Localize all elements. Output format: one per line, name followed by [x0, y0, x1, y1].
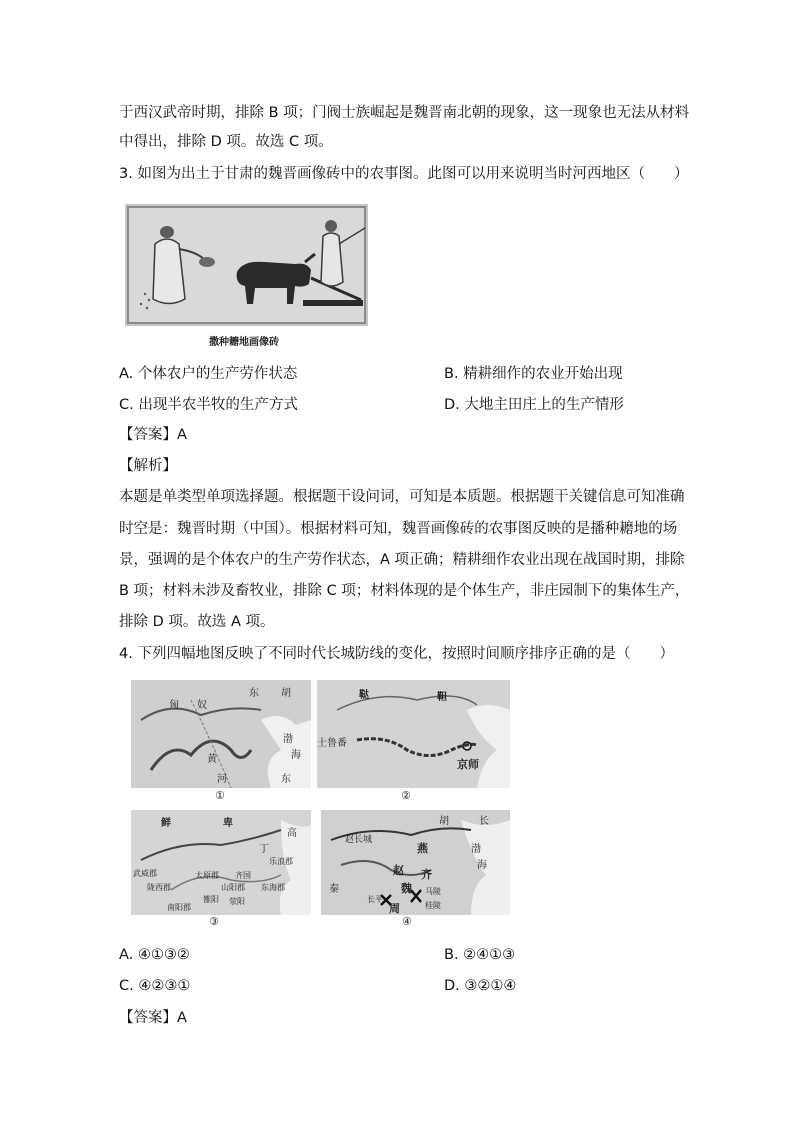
q4-map-3 [131, 810, 311, 915]
map3-label-ding: 丁 [259, 844, 269, 855]
map4-label-yan: 燕 [417, 842, 428, 855]
map4-label-qi: 齐 [421, 868, 432, 881]
q3-analysis-line-4: B 项；材料未涉及畜牧业，排除 C 项；材料体现的是个体生产，非庄园制下的集体生产， [119, 583, 690, 599]
map4-label-zhou: 周 [389, 902, 400, 915]
map4-label-bo: 渤 [471, 844, 481, 855]
map4-label-chang: 长 [479, 816, 489, 827]
map1-label-hai: 海 [291, 750, 301, 761]
map4-label-changping: 长平 [367, 895, 383, 904]
map1-label-nu: 奴 [197, 700, 207, 711]
map3-number: ③ [209, 915, 219, 928]
q3-image-caption: 撒种耱地画像砖 [209, 337, 279, 348]
map4-label-hu: 胡 [439, 816, 449, 827]
map3-label-xingyang: 荥阳 [229, 897, 245, 906]
map3-label-bei: 卑 [223, 818, 233, 829]
map3-label-wuwei: 武威郡 [133, 869, 157, 878]
map3-label-shanyang: 山阳郡 [221, 883, 245, 892]
q3-brick-image [125, 204, 368, 326]
q4-option-c: C. ④②③① [119, 978, 191, 994]
q3-analysis-line-5: 排除 D 项。故选 A 项。 [119, 614, 275, 630]
map2-label-tulufan: 土鲁番 [317, 738, 347, 749]
map4-label-guiling: 桂陵 [425, 901, 441, 910]
q4-map-1 [131, 680, 311, 788]
prev-explanation-line-2: 中得出，排除 D 项。故选 C 项。 [119, 134, 333, 150]
q4-map-2 [317, 680, 510, 788]
map4-label-qin: 秦 [329, 884, 339, 895]
q4-answer: 【答案】A [119, 1010, 187, 1026]
map4-label-hai: 海 [477, 860, 487, 871]
map3-label-qiguo: 齐国 [235, 871, 251, 880]
q4-option-a: A. ④①③② [119, 947, 190, 963]
q3-option-a: A. 个体农户的生产劳作状态 [119, 366, 298, 382]
map4-number: ④ [402, 915, 412, 928]
map3-label-xian: 鲜 [161, 818, 171, 829]
q3-stem: 3. 如图为出土于甘肃的魏晋画像砖中的农事图。此图可以用来说明当时河西地区（ ） [119, 166, 689, 182]
q4-stem: 4. 下列四幅地图反映了不同时代长城防线的变化，按照时间顺序排序正确的是（ ） [119, 646, 674, 662]
q3-analysis-line-2: 时空是：魏晋时期（中国）。根据材料可知，魏晋画像砖的农事图反映的是播种耱地的场 [119, 521, 678, 537]
map3-label-longxi: 陇西郡 [147, 883, 171, 892]
q4-option-b: B. ②④①③ [444, 947, 516, 963]
map4-label-zhao-changcheng: 赵长城 [345, 835, 373, 845]
map1-label-xiong: 匈 [169, 700, 179, 711]
q3-analysis-heading: 【解析】 [119, 458, 177, 474]
map3-label-gao: 高 [287, 828, 297, 839]
map1-label-dong2: 东 [281, 774, 291, 785]
map4-label-wei: 魏 [401, 882, 412, 895]
q3-option-b: B. 精耕细作的农业开始出现 [444, 366, 623, 382]
map4-label-maling: 马陵 [425, 887, 441, 896]
q3-option-c: C. 出现半农半牧的生产方式 [119, 397, 298, 413]
q3-analysis-line-1: 本题是单类型单项选择题。根据题干设问词，可知是本质题。根据题干关键信息可知准确 [119, 489, 685, 505]
map4-label-zhao: 赵 [393, 864, 404, 877]
map1-label-bo: 渤 [283, 734, 293, 745]
map3-label-taiyuan: 太原郡 [195, 871, 219, 880]
q3-answer: 【答案】A [119, 427, 187, 443]
prev-explanation-line-1: 于西汉武帝时期，排除 B 项；门阀士族崛起是魏晋南北朝的现象，这一现象也无法从材料 [119, 105, 690, 121]
q3-option-d: D. 大地主田庄上的生产情形 [444, 397, 624, 413]
map2-label-dan: 靼 [437, 692, 447, 703]
map2-label-da: 鞑 [359, 690, 369, 701]
q4-option-d: D. ③②①④ [444, 978, 517, 994]
map3-label-lelang: 乐浪郡 [269, 857, 293, 866]
map3-label-donghai: 东海郡 [261, 883, 285, 892]
map1-label-huang: 黄 [207, 754, 217, 765]
map2-label-jingshi: 京师 [457, 758, 479, 771]
map3-label-nanyang: 南阳郡 [167, 903, 191, 912]
map1-number: ① [215, 789, 225, 802]
map1-label-he: 河 [217, 774, 227, 785]
map3-label-luoyang: 雒阳 [203, 895, 219, 904]
map1-label-dong: 东 [249, 688, 259, 699]
q3-analysis-line-3: 景，强调的是个体农户的生产劳作状态，A 项正确；精耕细作农业出现在战国时期，排除 [119, 552, 685, 568]
map1-label-hu: 胡 [281, 688, 291, 699]
map2-number: ② [401, 789, 411, 802]
q4-map-4 [321, 810, 510, 915]
